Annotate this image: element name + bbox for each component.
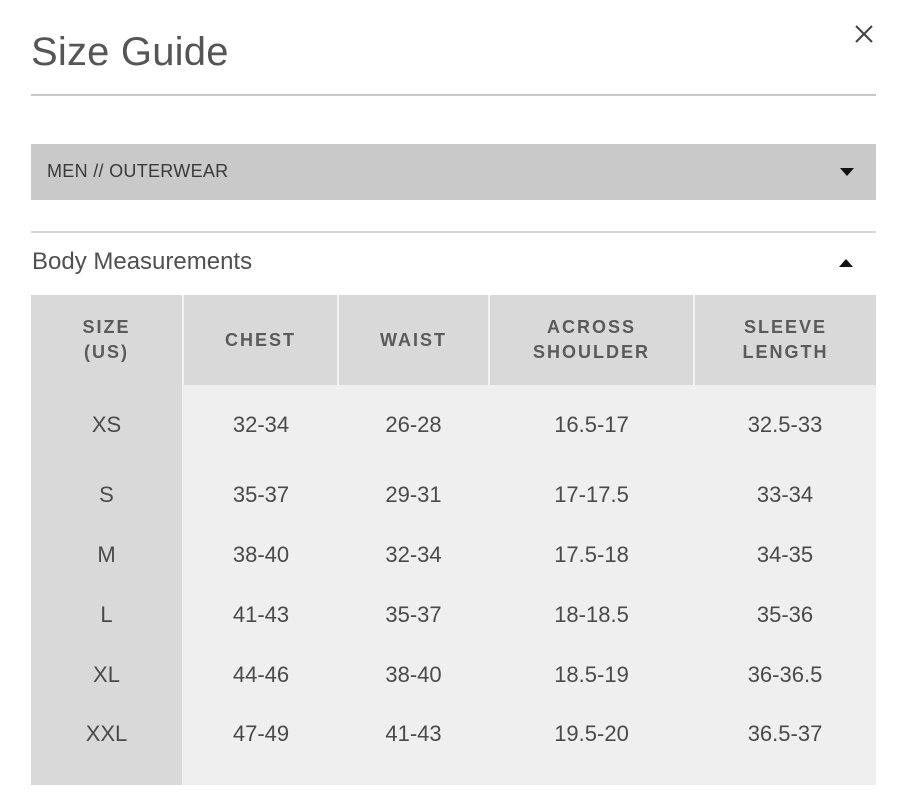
chest-cell: 41-43 [183,585,338,645]
column-header-chest [183,295,338,385]
sleeve-length-cell: 34-35 [694,525,876,585]
body-measurements-toggle[interactable] [31,240,876,290]
table-row [31,465,876,525]
across-shoulder-cell: 17.5-18 [489,525,694,585]
waist-cell: 29-31 [338,465,489,525]
column-header-line: LENGTH [742,342,829,362]
chevron-up-icon [839,259,853,267]
chest-cell: 38-40 [183,525,338,585]
chest-cell: 32-34 [183,385,338,465]
size-cell: M [31,525,183,585]
column-header-line: SIZE [82,317,131,337]
sleeve-length-cell: 33-34 [694,465,876,525]
column-header-waist [338,295,489,385]
table-row [31,525,876,585]
table-row [31,705,876,785]
chest-cell: 44-46 [183,645,338,705]
waist-cell: 38-40 [338,645,489,705]
section-title: Body Measurements [32,248,253,275]
sleeve-length-cell: 32.5-33 [694,385,876,465]
size-cell: XS [31,385,183,465]
close-button[interactable] [850,20,878,48]
size-cell: XL [31,645,183,705]
column-header-across-shoulder [489,295,694,385]
title-divider [31,94,876,96]
page-title: Size Guide [31,30,229,74]
sleeve-length-cell: 36.5-37 [694,705,876,785]
table-row [31,645,876,705]
waist-cell: 26-28 [338,385,489,465]
close-icon [850,20,878,48]
chevron-down-icon [840,168,854,176]
column-header-line: CHEST [224,329,296,350]
table-header-row [31,295,876,385]
sleeve-length-cell: 35-36 [694,585,876,645]
column-header-size [31,295,183,385]
across-shoulder-cell: 18.5-19 [489,645,694,705]
table-row [31,585,876,645]
column-header-line: SLEEVE [743,317,828,337]
across-shoulder-cell: 18-18.5 [489,585,694,645]
column-header-line: (US) [84,342,129,362]
column-header-sleeve-length [694,295,876,385]
column-header-line: WAIST [380,329,447,350]
across-shoulder-cell: 16.5-17 [489,385,694,465]
waist-cell: 32-34 [338,525,489,585]
column-header-line: ACROSS [546,317,636,337]
size-cell: L [31,585,183,645]
size-cell: S [31,465,183,525]
across-shoulder-cell: 17-17.5 [489,465,694,525]
column-header-line: SHOULDER [532,342,650,362]
sleeve-length-cell: 36-36.5 [694,645,876,705]
chest-cell: 35-37 [183,465,338,525]
size-table [31,295,876,785]
section-divider [31,231,876,233]
waist-cell: 41-43 [338,705,489,785]
across-shoulder-cell: 19.5-20 [489,705,694,785]
category-select[interactable] [31,144,876,200]
category-select-value: MEN // OUTERWEAR [47,161,229,181]
chest-cell: 47-49 [183,705,338,785]
size-cell: XXL [31,705,183,785]
table-row [31,385,876,465]
waist-cell: 35-37 [338,585,489,645]
